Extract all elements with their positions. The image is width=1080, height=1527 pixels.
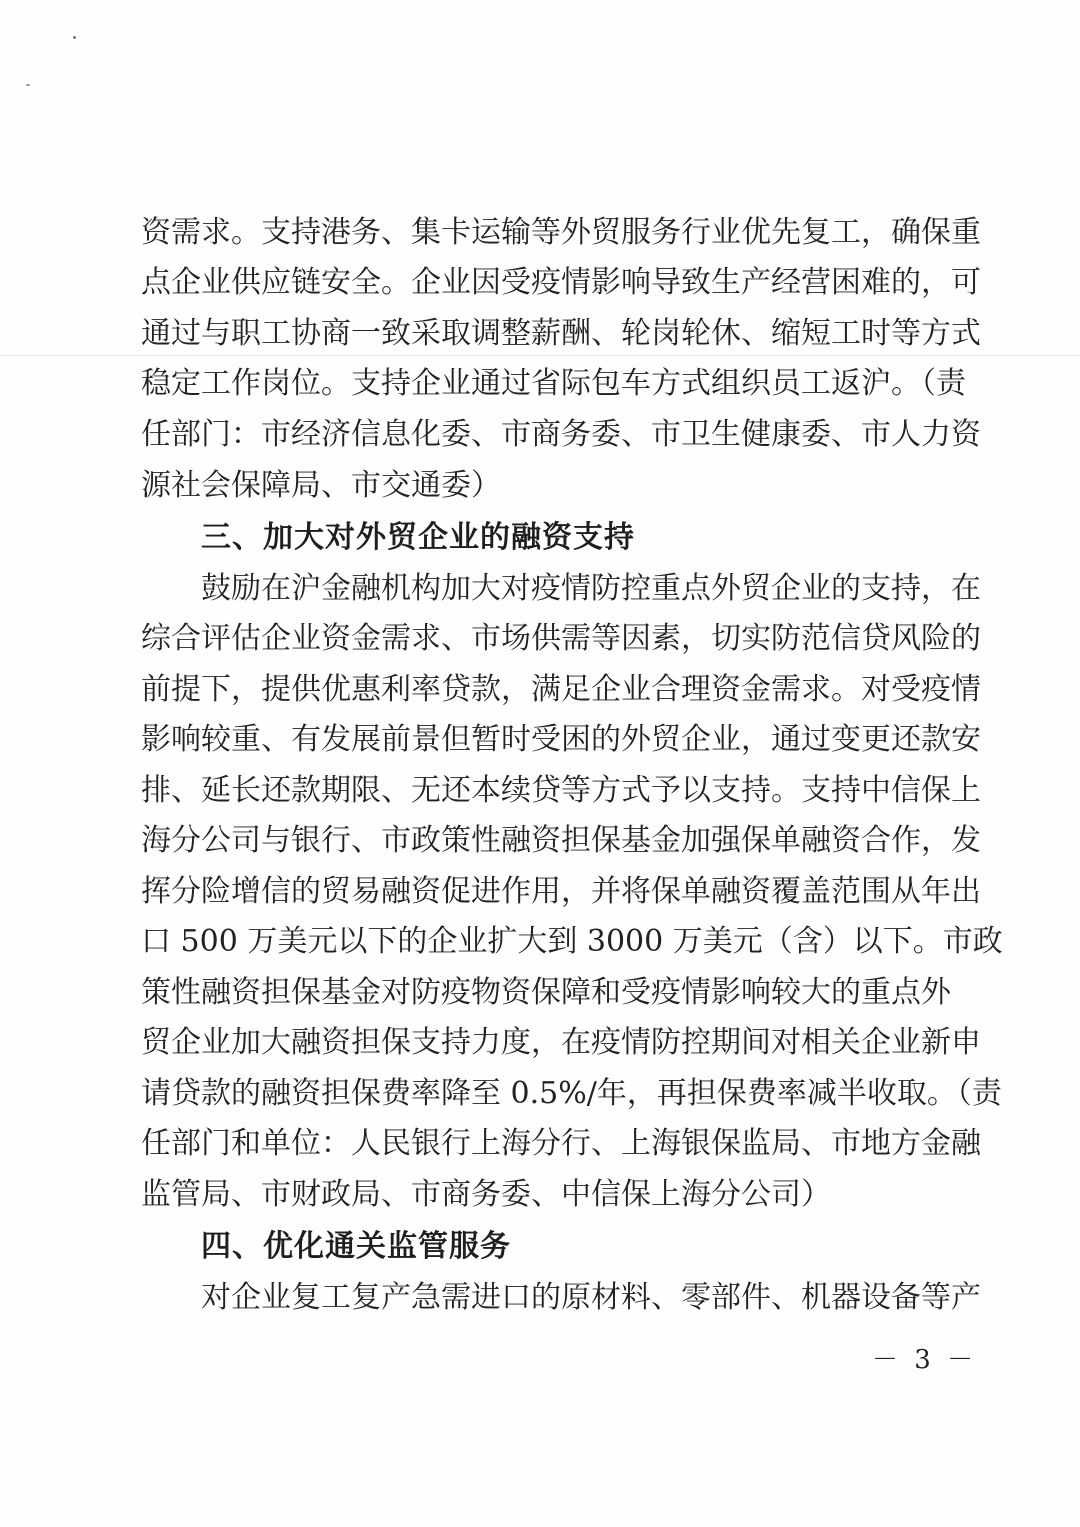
body-text-line: 鼓励在沪金融机构加大对疫情防控重点外贸企业的支持，在: [201, 571, 981, 606]
section-heading: 三、加大对外贸企业的融资支持: [201, 520, 635, 555]
scan-speck: [26, 84, 30, 86]
body-text-line: 海分公司与银行、市政策性融资担保基金加强保单融资合作，发: [141, 823, 981, 858]
scan-speck: [73, 36, 76, 39]
body-text-line: 资需求。支持港务、集卡运输等外贸服务行业优先复工，确保重: [141, 215, 981, 250]
body-text-line: 口 500 万美元以下的企业扩大到 3000 万美元（含）以下。市政: [141, 924, 1003, 959]
body-text-line: 贸企业加大融资担保支持力度，在疫情防控期间对相关企业新申: [141, 1025, 981, 1060]
body-text-line: 前提下，提供优惠利率贷款，满足企业合理资金需求。对受疫情: [141, 672, 981, 707]
body-text-line: 对企业复工复产急需进口的原材料、零部件、机器设备等产: [201, 1280, 981, 1315]
body-text-line: 请贷款的融资担保费率降至 0.5%/年，再担保费率减半收取。（责: [141, 1076, 1002, 1111]
body-text-line: 影响较重、有发展前景但暂时受困的外贸企业，通过变更还款安: [141, 722, 981, 757]
body-text-line: 任部门和单位：人民银行上海分行、上海银保监局、市地方金融: [141, 1126, 981, 1161]
body-text-line: 排、延长还款期限、无还本续贷等方式予以支持。支持中信保上: [141, 773, 981, 808]
body-text-line: 源社会保障局、市交通委）: [141, 468, 501, 503]
body-text-line: 稳定工作岗位。支持企业通过省际包车方式组织员工返沪。（责: [141, 366, 966, 401]
body-text-line: 任部门：市经济信息化委、市商务委、市卫生健康委、市人力资: [141, 417, 981, 452]
section-heading: 四、优化通关监管服务: [201, 1229, 511, 1264]
page-number: － 3 －: [872, 1345, 978, 1375]
body-text-line: 点企业供应链安全。企业因受疫情影响导致生产经营困难的，可: [141, 265, 981, 300]
body-text-line: 挥分险增信的贸易融资促进作用，并将保单融资覆盖范围从年出: [141, 874, 981, 909]
body-text-line: 通过与职工协商一致采取调整薪酬、轮岗轮休、缩短工时等方式: [141, 316, 981, 351]
body-text-line: 综合评估企业资金需求、市场供需等因素，切实防范信贷风险的: [141, 621, 981, 656]
body-text-line: 监管局、市财政局、市商务委、中信保上海分公司）: [141, 1177, 831, 1212]
body-text-line: 策性融资担保基金对防疫物资保障和受疫情影响较大的重点外: [141, 975, 951, 1010]
